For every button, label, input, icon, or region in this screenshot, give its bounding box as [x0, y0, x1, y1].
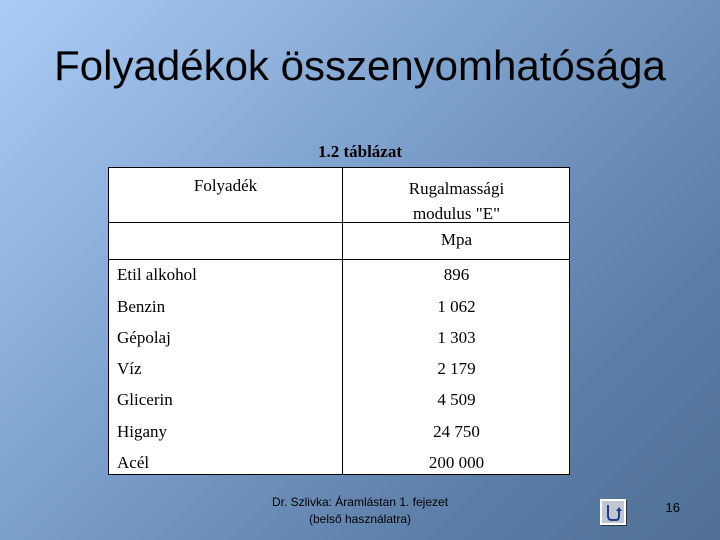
slide-title: Folyadékok összenyomhatósága — [54, 42, 666, 89]
table-row-name: Glicerin — [117, 390, 173, 409]
table-row-value: 896 — [443, 265, 470, 284]
table-row-value: 24 750 — [433, 422, 480, 441]
table-row-name: Higany — [117, 422, 168, 441]
header-modulus-line1: Rugalmassági — [408, 179, 505, 198]
table-row-name: Gépolaj — [117, 328, 171, 347]
table-row-name: Víz — [117, 359, 142, 378]
footer-line2: (belső használatra) — [308, 512, 412, 526]
header-modulus — [343, 176, 570, 226]
data-table — [108, 167, 570, 475]
table-row-name: Benzin — [117, 297, 166, 316]
unit-label: Mpa — [440, 230, 473, 249]
table-row-value: 1 062 — [437, 297, 476, 316]
footer-line1: Dr. Szlivka: Áramlástan 1. fejezet — [271, 495, 449, 509]
table-caption: 1.2 táblázat — [317, 142, 403, 161]
unit-row-divider — [109, 259, 570, 260]
header-modulus-line2: modulus "E" — [412, 204, 501, 223]
page-number: 16 — [665, 500, 680, 515]
header-liquid: Folyadék — [193, 176, 258, 195]
table-row-value: 4 509 — [437, 390, 476, 409]
table-row-name: Etil alkohol — [117, 265, 197, 284]
table-row-value: 200 000 — [428, 453, 485, 472]
return-button[interactable] — [600, 499, 626, 525]
table-row-value: 2 179 — [437, 359, 476, 378]
table-row-value: 1 303 — [437, 328, 476, 347]
table-row-name: Acél — [117, 453, 150, 472]
return-arrow-icon — [602, 501, 624, 523]
slide-footer — [250, 494, 470, 528]
